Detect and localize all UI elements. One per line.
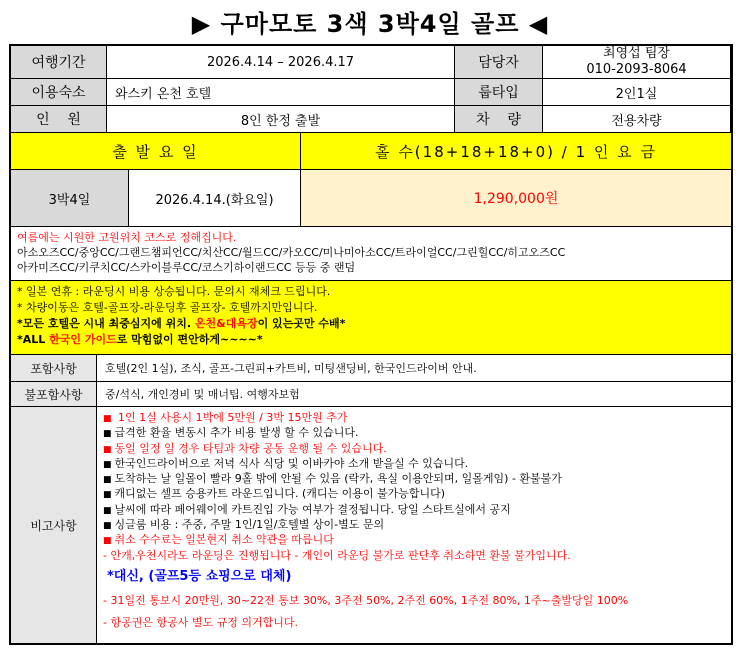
page-title: ▶ 구마모토 3색 3박4일 골프 ◀ bbox=[191, 9, 549, 38]
remarks-label: 비고사항 bbox=[11, 407, 97, 643]
period-value: 2026.4.14 – 2026.4.17 bbox=[107, 46, 455, 79]
remark-single-room bbox=[103, 411, 725, 426]
notice-guide-c: 로 막힘없이 편안하게~~~~* bbox=[116, 333, 263, 346]
room-value: 2인1실 bbox=[543, 79, 731, 106]
remark-text: 날씨에 따라 페어웨이에 카트진입 가능 여부가 결정됩니다. 당일 스타트실에서 공지 bbox=[114, 502, 511, 516]
bullet-icon: ■ bbox=[103, 459, 112, 470]
bullet-icon: ■ bbox=[103, 521, 112, 532]
remark-airline: - 항공권은 항공사 별도 규정 의거합니다. bbox=[103, 615, 298, 629]
remark-arrival bbox=[103, 472, 725, 487]
notice-hotel bbox=[17, 316, 725, 332]
remark-weather bbox=[103, 503, 725, 518]
bullet-icon: ■ bbox=[103, 475, 112, 486]
notice-guide bbox=[17, 332, 725, 348]
included-label: 포함사항 bbox=[11, 355, 97, 382]
notice-hotel-a: *모든 호텔은 시내 최중심지에 위치. bbox=[17, 317, 195, 330]
depart-header: 출 발 요 일 bbox=[11, 133, 301, 170]
manager-label: 담당자 bbox=[455, 46, 543, 79]
price-amount: 1,290,000원 bbox=[301, 170, 731, 227]
course-line-1: 아소오즈CC/중앙CC/그랜드챔피언CC/치산CC/월드CC/카오CC/미나미아소CC/트라이얼CC/그린힐CC/히고오즈CC bbox=[17, 246, 566, 259]
remark-text: 취소 수수료는 일본현지 취소 약관을 따릅니다 bbox=[114, 533, 334, 547]
bullet-icon: ■ bbox=[103, 490, 112, 501]
included-value: 호텔(2인 1실), 조식, 골프-그린피+카트비, 미팅샌딩비, 한국인드라이버 안내. bbox=[97, 355, 731, 382]
excluded-value: 중/석식, 개인경비 및 매너팁. 여행자보험 bbox=[97, 382, 731, 407]
period-label: 여행기간 bbox=[11, 46, 107, 79]
notice-hotel-c: 이 있는곳만 수배* bbox=[257, 317, 346, 330]
remark-text: 도착하는 날 일몰이 빨라 9홀 밖에 안될 수 있음 (락카, 욕실 이용안되며, 일몰게임) - 환불불가 bbox=[114, 472, 562, 486]
remark-rain: - 안개,우천시라도 라운딩은 진행됩니다 - 개인이 라운딩 불가로 판단후 취소하면 환불 불가입니다. bbox=[103, 548, 571, 562]
notice-vehicle: * 차량이동은 호텔-골프장-라운딩후 골프장- 호텔까지만입니다. bbox=[17, 301, 318, 314]
manager-phone[interactable]: 010-2093-8064 bbox=[586, 62, 687, 77]
manager-contact bbox=[543, 46, 731, 79]
bullet-icon: ■ bbox=[103, 414, 112, 424]
remark-single-cost bbox=[103, 518, 725, 533]
golf-course-list bbox=[11, 227, 731, 281]
hotel-value: 와스키 온천 호텔 bbox=[107, 79, 455, 106]
vehicle-value: 전용차량 bbox=[543, 106, 731, 133]
remark-text: 동일 일정 일 경우 타팀과 차량 공동 운행 될 수 있습니다. bbox=[114, 441, 387, 455]
notice-guide-b: 한국인 가이드 bbox=[49, 333, 117, 346]
remark-cancel-policy bbox=[103, 533, 725, 548]
remark-text: 캐디없는 셀프 승용카트 라운드입니다. (캐디는 이용이 불가능합니다) bbox=[114, 487, 446, 501]
remark-text: 싱글룸 비용 : 주중, 주말 1인/1일/호텔별 상이-별도 문의 bbox=[114, 518, 385, 532]
remark-cancel-fees: - 31일전 통보시 20만원, 30~22전 통보 30%, 3주전 50%, 2주전 60%, 1주전 80%, 1주~출발당일 100% bbox=[103, 593, 629, 607]
bullet-icon: ■ bbox=[103, 444, 112, 455]
notice-hotel-b: 온천&대욕장 bbox=[194, 317, 258, 330]
remark-text: 한국인드라이버으로 저녁 식사 식당 및 이바카야 소개 받을실 수 있습니다. bbox=[114, 456, 469, 470]
people-label: 인 원 bbox=[11, 106, 107, 133]
bullet-icon: ■ bbox=[103, 505, 112, 516]
remark-text: 급격한 환율 변동시 추가 비용 발생 할 수 있습니다. bbox=[114, 426, 359, 440]
hotel-label: 이용숙소 bbox=[11, 79, 107, 106]
people-value: 8인 한정 출발 bbox=[107, 106, 455, 133]
excluded-label: 불포함사항 bbox=[11, 382, 97, 407]
itinerary-sheet bbox=[9, 44, 733, 645]
course-line-2: 아카미즈CC/키쿠치CC/스카이블루CC/코스기하이랜드CC 등등 중 랜덤 bbox=[17, 261, 356, 274]
bullet-icon: ■ bbox=[103, 536, 112, 547]
depart-date: 2026.4.14.(화요일) bbox=[129, 170, 301, 227]
manager-name: 최영섭 팀장 bbox=[603, 46, 670, 61]
remarks-content bbox=[97, 407, 731, 643]
notice-block bbox=[11, 281, 731, 355]
remark-exchange bbox=[103, 426, 725, 441]
vehicle-label: 차 량 bbox=[455, 106, 543, 133]
room-label: 룹타입 bbox=[455, 79, 543, 106]
duration: 3박4일 bbox=[11, 170, 129, 227]
holes-header: 홀 수(18+18+18+0) / 1 인 요 금 bbox=[301, 133, 731, 170]
remark-shared-vehicle bbox=[103, 442, 725, 457]
notice-guide-a: *ALL bbox=[17, 333, 50, 346]
remark-driver bbox=[103, 457, 725, 472]
course-note: 여름에는 시원한 고원위치 코스로 정해집니다. bbox=[17, 231, 237, 244]
remark-substitute: *대신, (골프5등 쇼핑으로 대체) bbox=[107, 568, 292, 584]
notice-holiday: * 일본 연휴 : 라운딩시 비용 상승됩니다. 문의시 재체크 드립니다. bbox=[17, 285, 331, 298]
bullet-icon: ■ bbox=[103, 429, 112, 440]
remark-self-cart bbox=[103, 487, 725, 502]
remark-text: 1인 1실 사용시 1박에 5만원 / 3박 15만원 추가 bbox=[114, 411, 348, 424]
